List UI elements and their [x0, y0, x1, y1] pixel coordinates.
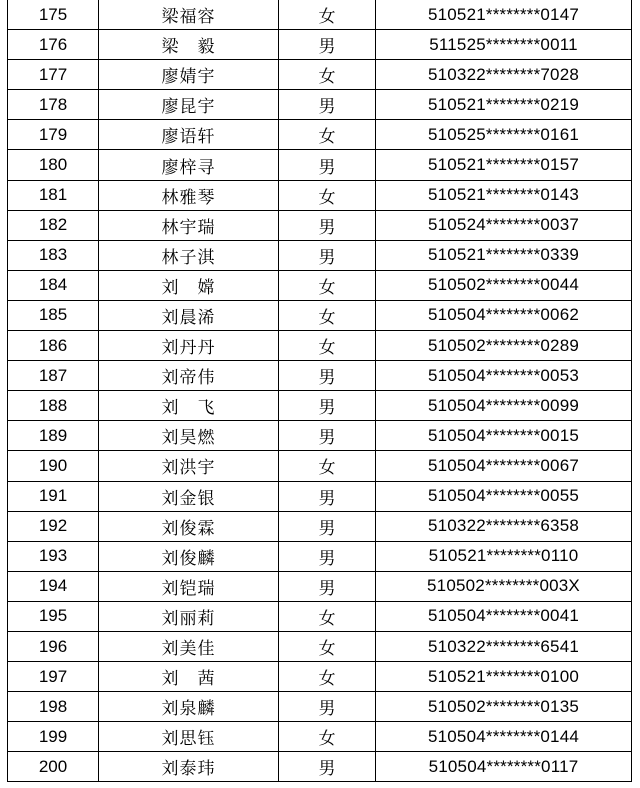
gender-cell: 男	[279, 541, 376, 571]
row-number: 181	[8, 180, 99, 210]
student-name: 刘丽莉	[99, 601, 279, 631]
id-number: 510504********0144	[376, 722, 632, 752]
row-number: 195	[8, 601, 99, 631]
id-number: 510504********0055	[376, 481, 632, 511]
table-row	[8, 692, 632, 722]
id-number: 510521********0147	[376, 0, 632, 30]
gender-cell: 女	[279, 662, 376, 692]
gender-cell: 女	[279, 451, 376, 481]
row-number: 199	[8, 722, 99, 752]
gender-cell: 女	[279, 270, 376, 300]
table-row	[8, 601, 632, 631]
roster-body	[8, 0, 632, 782]
id-number: 510504********0067	[376, 451, 632, 481]
row-number: 198	[8, 692, 99, 722]
student-name: 廖昆宇	[99, 90, 279, 120]
row-number: 177	[8, 60, 99, 90]
table-row	[8, 120, 632, 150]
id-number: 510504********0053	[376, 361, 632, 391]
gender-cell: 女	[279, 331, 376, 361]
row-number: 184	[8, 270, 99, 300]
student-name: 刘泰玮	[99, 752, 279, 782]
student-name: 刘俊霖	[99, 511, 279, 541]
id-number: 510521********0100	[376, 662, 632, 692]
id-number: 510521********0157	[376, 150, 632, 180]
gender-cell: 女	[279, 120, 376, 150]
table-row	[8, 631, 632, 661]
row-number: 196	[8, 631, 99, 661]
student-name: 刘丹丹	[99, 331, 279, 361]
gender-cell: 女	[279, 0, 376, 30]
gender-cell: 男	[279, 481, 376, 511]
gender-cell: 男	[279, 150, 376, 180]
table-row	[8, 180, 632, 210]
table-row	[8, 391, 632, 421]
row-number: 178	[8, 90, 99, 120]
id-number: 510504********0117	[376, 752, 632, 782]
table-row	[8, 300, 632, 330]
row-number: 193	[8, 541, 99, 571]
gender-cell: 女	[279, 722, 376, 752]
student-name: 廖婧宇	[99, 60, 279, 90]
gender-cell: 女	[279, 601, 376, 631]
table-row	[8, 511, 632, 541]
row-number: 176	[8, 30, 99, 60]
gender-cell: 男	[279, 240, 376, 270]
table-row	[8, 331, 632, 361]
table-row	[8, 90, 632, 120]
id-number: 510502********0044	[376, 270, 632, 300]
id-number: 510502********003X	[376, 571, 632, 601]
row-number: 192	[8, 511, 99, 541]
id-number: 510521********0339	[376, 240, 632, 270]
gender-cell: 男	[279, 571, 376, 601]
gender-cell: 女	[279, 60, 376, 90]
row-number: 200	[8, 752, 99, 782]
table-row	[8, 451, 632, 481]
student-name: 刘昊燃	[99, 421, 279, 451]
student-name: 廖梓寻	[99, 150, 279, 180]
table-row	[8, 60, 632, 90]
row-number: 179	[8, 120, 99, 150]
student-name: 廖语轩	[99, 120, 279, 150]
student-name: 刘美佳	[99, 631, 279, 661]
row-number: 191	[8, 481, 99, 511]
id-number: 510502********0135	[376, 692, 632, 722]
gender-cell: 女	[279, 180, 376, 210]
row-number: 175	[8, 0, 99, 30]
student-name: 林宇瑞	[99, 210, 279, 240]
id-number: 510322********7028	[376, 60, 632, 90]
table-row	[8, 541, 632, 571]
gender-cell: 女	[279, 631, 376, 661]
id-number: 510504********0099	[376, 391, 632, 421]
table-row	[8, 662, 632, 692]
table-row	[8, 210, 632, 240]
table-row	[8, 752, 632, 782]
table-row	[8, 240, 632, 270]
student-name: 林子淇	[99, 240, 279, 270]
gender-cell: 男	[279, 361, 376, 391]
id-number: 510322********6358	[376, 511, 632, 541]
gender-cell: 女	[279, 300, 376, 330]
gender-cell: 男	[279, 90, 376, 120]
student-name: 刘 茜	[99, 662, 279, 692]
row-number: 190	[8, 451, 99, 481]
student-name: 梁福容	[99, 0, 279, 30]
gender-cell: 男	[279, 421, 376, 451]
student-name: 刘帝伟	[99, 361, 279, 391]
id-number: 510322********6541	[376, 631, 632, 661]
row-number: 188	[8, 391, 99, 421]
student-name: 林雅琴	[99, 180, 279, 210]
roster-table	[7, 0, 632, 782]
table-row	[8, 270, 632, 300]
row-number: 189	[8, 421, 99, 451]
gender-cell: 男	[279, 30, 376, 60]
gender-cell: 男	[279, 391, 376, 421]
id-number: 510521********0219	[376, 90, 632, 120]
id-number: 510521********0110	[376, 541, 632, 571]
row-number: 194	[8, 571, 99, 601]
student-name: 刘思钰	[99, 722, 279, 752]
table-row	[8, 30, 632, 60]
gender-cell: 男	[279, 511, 376, 541]
table-row	[8, 0, 632, 30]
id-number: 510521********0143	[376, 180, 632, 210]
table-row	[8, 571, 632, 601]
student-name: 刘 飞	[99, 391, 279, 421]
table-row	[8, 421, 632, 451]
row-number: 186	[8, 331, 99, 361]
student-name: 刘俊麟	[99, 541, 279, 571]
row-number: 187	[8, 361, 99, 391]
row-number: 180	[8, 150, 99, 180]
id-number: 510525********0161	[376, 120, 632, 150]
student-name: 刘铠瑞	[99, 571, 279, 601]
id-number: 510504********0015	[376, 421, 632, 451]
id-number: 510502********0289	[376, 331, 632, 361]
table-row	[8, 481, 632, 511]
gender-cell: 男	[279, 692, 376, 722]
student-name: 刘泉麟	[99, 692, 279, 722]
id-number: 511525********0011	[376, 30, 632, 60]
student-name: 刘金银	[99, 481, 279, 511]
row-number: 183	[8, 240, 99, 270]
table-row	[8, 361, 632, 391]
gender-cell: 男	[279, 210, 376, 240]
id-number: 510504********0062	[376, 300, 632, 330]
row-number: 185	[8, 300, 99, 330]
table-row	[8, 722, 632, 752]
id-number: 510504********0041	[376, 601, 632, 631]
gender-cell: 男	[279, 752, 376, 782]
student-name: 刘洪宇	[99, 451, 279, 481]
student-name: 刘晨浠	[99, 300, 279, 330]
student-name: 刘 嫦	[99, 270, 279, 300]
table-row	[8, 150, 632, 180]
row-number: 182	[8, 210, 99, 240]
student-name: 梁 毅	[99, 30, 279, 60]
row-number: 197	[8, 662, 99, 692]
id-number: 510524********0037	[376, 210, 632, 240]
